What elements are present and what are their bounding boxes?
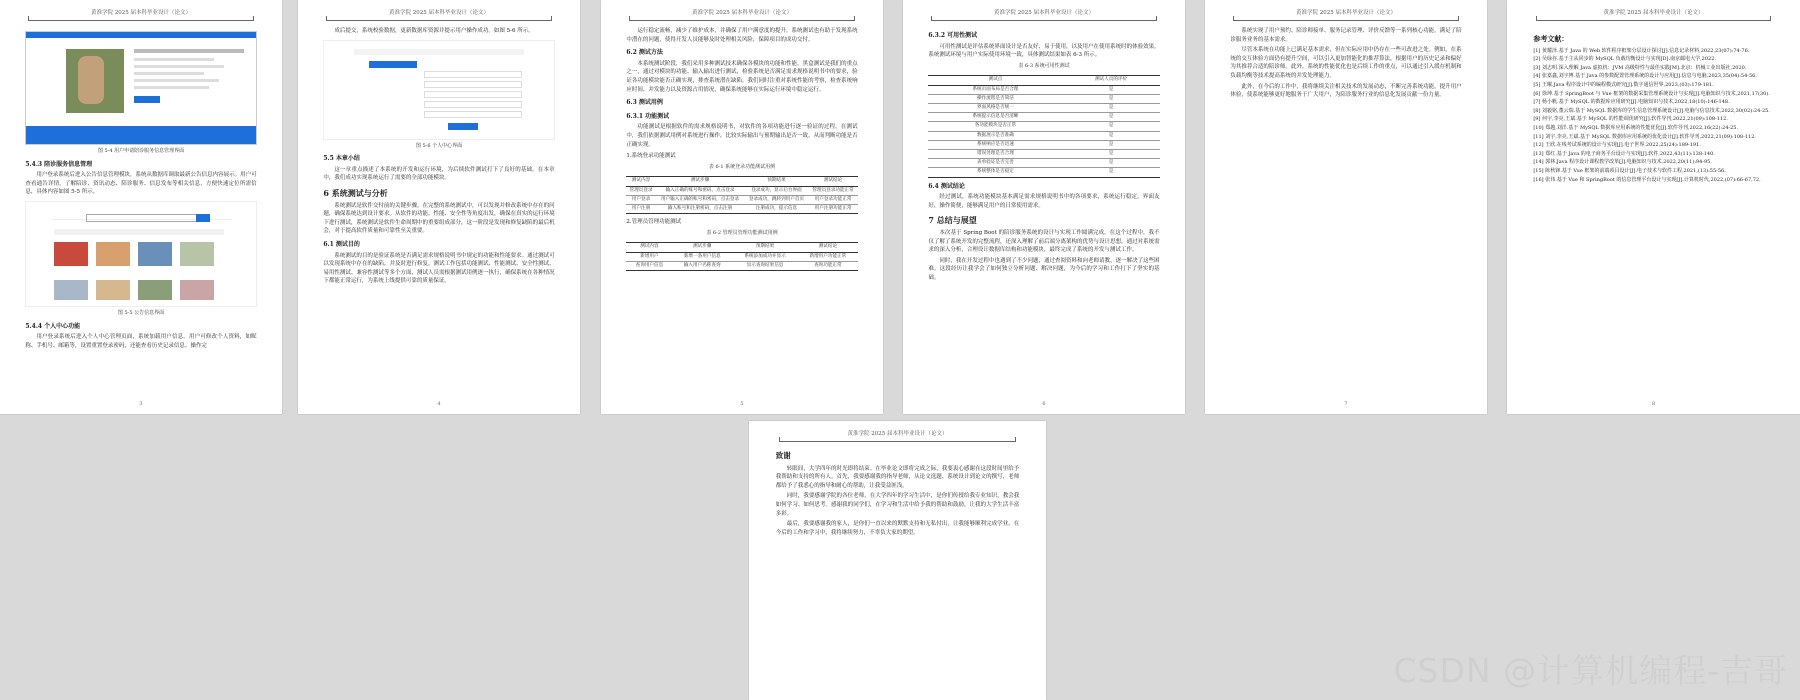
figure-caption: 图 5-5 公告信息界面 bbox=[117, 309, 165, 316]
reference-item: [4] 张嘉鑫,刘宇博.基于 Java 的参数配置管理系统的设计与应用[J].信息与电脑,2023,35(04):54-56. bbox=[1533, 73, 1757, 80]
page-header: 黄淮学院 2025 届本科毕业设计（论文） bbox=[692, 10, 792, 16]
acknowledgement-heading: 致谢 bbox=[775, 451, 791, 460]
table-cell: 是 bbox=[1063, 94, 1160, 103]
page-number: 6 bbox=[1042, 401, 1046, 407]
table-cell: 新增一条用户信息 bbox=[672, 252, 731, 261]
table-cell: 是 bbox=[1063, 131, 1160, 140]
admin-test-table bbox=[626, 242, 857, 271]
table-cell: 查询功能正常 bbox=[798, 261, 858, 270]
table-cell: 是 bbox=[1063, 140, 1160, 149]
table-header-cell: 预期结果 bbox=[732, 243, 798, 252]
page-number: 8 bbox=[1651, 401, 1656, 407]
body-paragraph: 同时，我在开发过程中也遇到了不少问题，通过查阅资料和向老师请教，逐一解决了这些困难。这段经历让我学会了如何独立分析问题、解决问题，为今后的学习和工作打下了坚实的基础。 bbox=[928, 257, 1160, 281]
document-page-1 bbox=[0, 0, 282, 414]
header-rule bbox=[1536, 20, 1770, 21]
body-paragraph: 成后提交，系统校验数据，更新数据库资源并提示用户操作成功。如图 5-6 所示。 bbox=[334, 28, 534, 34]
reference-item: [13] 郑红.基于 Java 的电子商务平台设计与实现[J].软件,2022,43(11):138-140. bbox=[1533, 150, 1715, 157]
reference-item: [14] 郭林.Java 程序设计课程教学改革[J].电脑知识与技术,2022,20(11):94-95. bbox=[1533, 159, 1712, 166]
table-caption: 表 6-1 系统登录功能测试用例 bbox=[708, 163, 776, 170]
reference-item: [12] 王欣.在线考试系统的设计与实现[J].电子世界,2022,25(24):189-191. bbox=[1533, 142, 1701, 149]
body-paragraph: 用户登录系统后进入个人中心管理页面，系统加载用户信息。用户可修改个人资料，如昵称、手机号、邮箱等，设置重置登录密码，还能查看历史记录信息。操作完 bbox=[25, 334, 257, 349]
table-header-cell: 测试人员的评价 bbox=[1063, 76, 1160, 85]
body-paragraph: 系统实现了用户预约、陪诊师接单、服务记录管理、评价反馈等一系列核心功能，满足了陪诊服务业务的基本需求。 bbox=[1230, 28, 1462, 43]
table-cell: 系统提示信息是否清晰 bbox=[928, 113, 1062, 122]
table-cell: 数据展示是否准确 bbox=[928, 131, 1062, 140]
section-heading: 5.4.4 个人中心功能 bbox=[25, 322, 81, 330]
chapter-heading: 7 总结与展望 bbox=[928, 215, 977, 226]
table-cell: 输入正确的账号和密码，点击登录 bbox=[656, 186, 745, 195]
page-number: 7 bbox=[1344, 401, 1348, 407]
section-heading: 6.1 测试目的 bbox=[323, 240, 360, 248]
table-cell: 登录成功，显示后台界面 bbox=[744, 186, 808, 195]
table-cell: 显示查询结果信息 bbox=[732, 261, 798, 270]
table-cell: 用户注册 bbox=[626, 204, 655, 213]
table-header-cell: 测试内容 bbox=[626, 177, 655, 186]
body-paragraph: 系统测试是软件交付前的关键步骤。在完整的系统测试中，可以发现并修改系统中存在的问题，确保系统达到设计要求。从软件的功能、性能、安全性等角度出发，确保在真实的运行环境下进行测试，系统测试是软件生命周期中的重要组成部分，这一阶段是发现和修复缺陷的最后机会，对于提高软件质量和可靠性至关重要。 bbox=[323, 202, 555, 235]
subheading: 1.系统登录功能测试 bbox=[626, 153, 676, 160]
table-caption: 表 6-3 系统可用性测试 bbox=[1018, 62, 1070, 69]
page-number: 5 bbox=[740, 401, 744, 407]
table-cell: 各功能模块是否正常 bbox=[928, 122, 1062, 131]
page-header: 黄淮学院 2025 届本科毕业设计（论文） bbox=[389, 10, 489, 16]
table-cell: 界面风格是否统一 bbox=[928, 103, 1062, 112]
table-cell: 管理员登录功能正常 bbox=[808, 186, 857, 195]
section-heading: 6.3.1 功能测试 bbox=[626, 112, 670, 120]
body-paragraph: 本系统测试阶段，我们采用多种测试技术确保各模块的功能和性能。黑盒测试是我们的重点之一，通过对模块的功能、输入输出进行测试，检验系统是否满足需求规格说明书中的要求，验证各功能模块能否正确实现，排查系统潜在缺陷。我们同时注重对系统性能的考察，检查系统响应时间、并发能力以及资源占用情况，确保系统能够在实际运行环境中稳定运行。 bbox=[626, 60, 858, 93]
table-header-cell: 测试内容 bbox=[626, 243, 672, 252]
page-header: 黄淮学院 2025 届本科毕业设计（论文） bbox=[847, 431, 948, 437]
reference-item: [15] 陈秋锋.基于 Vue 框架的前端项目设计[J].电子技术与软件工程,2021,(13):55-56. bbox=[1533, 167, 1726, 174]
reference-item: [9] 何宇,李亮,王斌.基于 MySQL 的性能调优研究[J].软件导刊,2022,21(09):108-112. bbox=[1533, 116, 1728, 123]
table-cell: 系统页面布局是否合理 bbox=[928, 85, 1062, 94]
page-number: 3 bbox=[139, 401, 143, 407]
table-cell: 用户注册功能正常 bbox=[808, 204, 857, 213]
table-header-cell: 测试结论 bbox=[808, 177, 857, 186]
reference-item: [6] 徐坤.基于 SpringBoot 与 Vue 框架的数据采集管理系统设计与实现[J].电脑知识与技术,2021,17(30). bbox=[1533, 90, 1770, 97]
table-cell: 管理员登录 bbox=[626, 186, 655, 195]
table-cell: 系统整体是否稳定 bbox=[928, 168, 1062, 177]
table-cell: 错误处理是否合理 bbox=[928, 150, 1062, 159]
figure-caption: 图 5-6 个人中心界面 bbox=[415, 142, 463, 149]
table-caption: 表 6-2 管理员管理功能测试用例 bbox=[706, 229, 778, 236]
table-cell: 操作流程是否简洁 bbox=[928, 94, 1062, 103]
table-cell: 输入账号和注册密码，点击注册 bbox=[656, 204, 745, 213]
section-heading: 5.4.3 陪诊服务信息管理 bbox=[25, 160, 93, 168]
table-cell: 系统响应是否迅速 bbox=[928, 140, 1062, 149]
reference-list bbox=[1533, 48, 1773, 185]
table-header-cell: 预期结果 bbox=[744, 177, 808, 186]
table-cell: 是 bbox=[1063, 85, 1160, 94]
table-cell: 是 bbox=[1063, 168, 1160, 177]
login-test-table bbox=[626, 176, 857, 214]
table-cell: 用户登录功能正常 bbox=[808, 195, 857, 204]
table-cell: 注册成功，提示信息 bbox=[744, 204, 808, 213]
document-page-6 bbox=[1507, 0, 1800, 414]
document-page-2 bbox=[298, 0, 580, 414]
header-rule bbox=[326, 20, 552, 21]
reference-item: [2] 吴绿谷.基于主从同步的 MySQL 负载均衡设计与实现[D].南京邮电大学,2022. bbox=[1533, 56, 1716, 63]
header-rule bbox=[28, 20, 254, 21]
notice-screenshot bbox=[25, 201, 256, 307]
header-rule bbox=[779, 441, 1017, 442]
table-header-cell: 测试结论 bbox=[798, 243, 858, 252]
reference-item: [1] 黄耀泽.基于 Java 的 Web 软件程序框架分层设计探讨[J].信息记录材料,2022,23(07):74-76. bbox=[1533, 47, 1750, 54]
profile-screenshot bbox=[323, 40, 554, 140]
table-cell: 新增用户功能正常 bbox=[798, 252, 858, 261]
section-heading: 6.3.2 可用性测试 bbox=[928, 32, 978, 39]
service-screenshot bbox=[25, 31, 256, 145]
page-header: 黄淮学院 2025 届本科毕业设计（论文） bbox=[994, 10, 1094, 16]
reference-item: [11] 刘宇,李亮,王斌.基于 MySQL 数据库应用系统的优化设计[J].软件导刊,2022,21(09):108-112. bbox=[1533, 133, 1757, 140]
body-paragraph: 这一章重点描述了本系统的开发和运行环境，为后续软件测试打下了良好的基础。在本章中，我们成功实现系统运行了需要的全部功能模块。 bbox=[323, 166, 555, 182]
header-rule bbox=[629, 20, 855, 21]
section-heading: 6.4 测试结论 bbox=[928, 182, 965, 190]
section-heading: 6.2 测试方法 bbox=[626, 49, 663, 57]
table-cell: 是 bbox=[1063, 159, 1160, 168]
table-header-cell: 测试步骤 bbox=[656, 177, 745, 186]
reference-item: [8] 刘毅铭,董云瑞.基于 MySQL 数据库的学生信息管理系统设计[J].电脑与信息技术,2022,30(02):24-25. bbox=[1533, 107, 1770, 114]
body-paragraph: 运行稳定流畅，减少了维护成本，并确保了用户满意度的提升。系统测试也有助于发现系统中潜在的问题，使得开发人员能够及时处理相关风险，保障项目的成功交付。 bbox=[626, 28, 858, 43]
table-cell: 是 bbox=[1063, 103, 1160, 112]
reference-item: [3] 刘志明.深入理解 Java 虚拟机：JVM 高级特性与最佳实践[M].北京：机械工业出版社,2020. bbox=[1533, 64, 1747, 71]
page-header: 黄淮学院 2025 届本科毕业设计（论文） bbox=[91, 10, 191, 16]
table-cell: 是 bbox=[1063, 150, 1160, 159]
body-paragraph: 系统测试的目的是验证系统是否满足需求规格说明书中规定的功能和性能要求。通过测试可以发现系统中存在的缺陷，并及时进行修复。测试工作包括功能测试、性能测试、安全性测试、易用性测试、兼容性测试等多个方面，测试人员需根据测试用例逐一执行，确保系统在各种情况下都能正常运行，为系统上线提供可靠的质量保证。 bbox=[323, 252, 555, 285]
body-paragraph: 可用性测试是评估系统界面设计是否友好、易于使用，以及用户在使用系统时的体验效果。系统测试环境与用户实际使用环境一致，具体测试结果如表 6-3 所示。 bbox=[928, 43, 1160, 59]
body-paragraph: 同时，我要感谢学院的各位老师，在大学四年的学习生活中，是你们传授给我专业知识，教会我如何学习、如何思考。感谢我的同学们，在学习和生活中给予我的帮助和鼓励，让我的大学生活丰富多彩。 bbox=[775, 493, 1020, 517]
document-page-5 bbox=[1205, 0, 1487, 414]
body-paragraph: 本次基于 Spring Boot 的陪诊服务系统的设计与实现工作圆满完成。在这个过程中，我不仅了解了系统开发的完整流程，还深入理解了前后端分离架构的优势与设计思想。通过对系统需求的深入分析，合理设计数据库结构和功能模块，最终完成了系统的开发与测试工作。 bbox=[928, 229, 1160, 254]
subheading: 2.管理员管理功能测试 bbox=[626, 219, 682, 226]
table-cell: 用户登录 bbox=[626, 195, 655, 204]
reference-item: [16] 张伟.基于 Vue 和 SpringBoot 的信息管理平台设计与实现[J].计算机时代,2022,(07):66-67,72. bbox=[1533, 176, 1761, 183]
body-paragraph: 转眼间，大学四年的时光即将结束。在毕业论文即将完成之际，我要衷心感谢在这段时间里给予我帮助和支持的所有人。首先，我要感谢我的指导老师，从论文选题、系统设计到论文的撰写，老师都给予了我悉心的指导和耐心的帮助，让我受益匪浅。 bbox=[775, 465, 1020, 489]
table-header-cell: 测试点 bbox=[928, 76, 1062, 85]
body-paragraph: 最后，我要感谢我的家人，是你们一直以来的默默支持和无私付出，让我能够顺利完成学业。在今后的工作和学习中，我将继续努力，不辜负大家的期望。 bbox=[775, 521, 1020, 536]
page-header: 黄淮学院 2025 届本科毕业设计（论文） bbox=[1603, 10, 1704, 16]
chapter-heading: 6 系统测试与分析 bbox=[323, 187, 388, 198]
references-heading: 参考文献： bbox=[1533, 34, 1569, 43]
body-paragraph: 用户登录系统后进入公告信息管理模块，系统从数据库调取最新公告信息内容展示。用户可查看通告详情，了解陪诊、资讯动态、陪诊服务、信息发布等相关信息，方便快速定位所需信息，具体内容如图 5-5 所示。 bbox=[25, 172, 257, 196]
section-heading: 6.3 测试用例 bbox=[626, 99, 663, 107]
body-paragraph: 功能测试是根据软件的需求规格说明书，对软件的各项功能进行逐一验证的过程。在测试中，我们依据测试用例对系统进行操作，比较实际输出与预期输出是否一致，从而判断功能是否正确实现。 bbox=[626, 124, 858, 148]
table-cell: 新增用户 bbox=[626, 252, 672, 261]
header-rule bbox=[1233, 20, 1459, 21]
table-cell: 输入用户名称查询 bbox=[672, 261, 731, 270]
reference-item: [5] 王曜.Java 程序设计中的编程模式研究[J].数字通信世界,2023,(03):179-181. bbox=[1533, 81, 1714, 88]
body-paragraph: 尽管本系统在功能上已满足基本需求，但在实际应用中仍存在一些可改进之处。例如，在系统的交互体验方面仍有提升空间，可以引入更加智能化的推荐算法，根据用户的历史记录和偏好为其推荐合适的陪诊师。此外，系统的性能优化也是后续工作的重点，可以通过引入缓存机制和负载均衡等技术提高系统的并发处理能力。 bbox=[1230, 47, 1462, 79]
table-cell: 查询用户信息 bbox=[626, 261, 672, 270]
usability-test-table bbox=[928, 75, 1159, 177]
document-page-7 bbox=[749, 421, 1046, 700]
csdn-watermark: CSDN @计算机编程-吉哥 bbox=[1393, 651, 1788, 690]
table-cell: 是 bbox=[1063, 122, 1160, 131]
table-cell: 登录成功，跳转到用户首页 bbox=[744, 195, 808, 204]
header-rule bbox=[931, 20, 1157, 21]
reference-item: [7] 杨小帆.基于 MySQL 的数据库应用研究[J].电脑知识与技术,2022,18(10):146-148. bbox=[1533, 99, 1730, 106]
section-heading: 5.5 本章小结 bbox=[323, 155, 360, 163]
page-header: 黄淮学院 2025 届本科毕业设计（论文） bbox=[1296, 10, 1396, 16]
table-cell: 是 bbox=[1063, 113, 1160, 122]
document-page-4 bbox=[903, 0, 1185, 414]
document-page-3 bbox=[601, 0, 883, 414]
table-cell: 用户输入正确的账号和密码，点击登录 bbox=[656, 195, 745, 204]
table-cell: 系统添加成功并显示 bbox=[732, 252, 798, 261]
figure-caption: 图 5-4 用户申请陪诊服务信息管理界面 bbox=[97, 148, 185, 154]
reference-item: [10] 郑越,刘洋.基于 MySQL 数据库应用系统的性能优化[J].软件导刊,2022,16(22):24-25. bbox=[1533, 124, 1739, 131]
body-paragraph: 经过测试，系统功能模块基本满足需求规格说明书中的各项要求，系统运行稳定，界面友好，操作简便，能够满足用户的日常使用需求。 bbox=[928, 194, 1160, 209]
table-cell: 表单验证是否完善 bbox=[928, 159, 1062, 168]
table-header-cell: 测试步骤 bbox=[672, 243, 731, 252]
body-paragraph: 此外，在今后的工作中，我将继续关注相关技术的发展动态，不断完善系统功能，提升用户体验，使系统能够更好地服务于广大用户，为陪诊服务行业的信息化发展贡献一份力量。 bbox=[1230, 83, 1462, 99]
page-number: 4 bbox=[437, 401, 441, 407]
